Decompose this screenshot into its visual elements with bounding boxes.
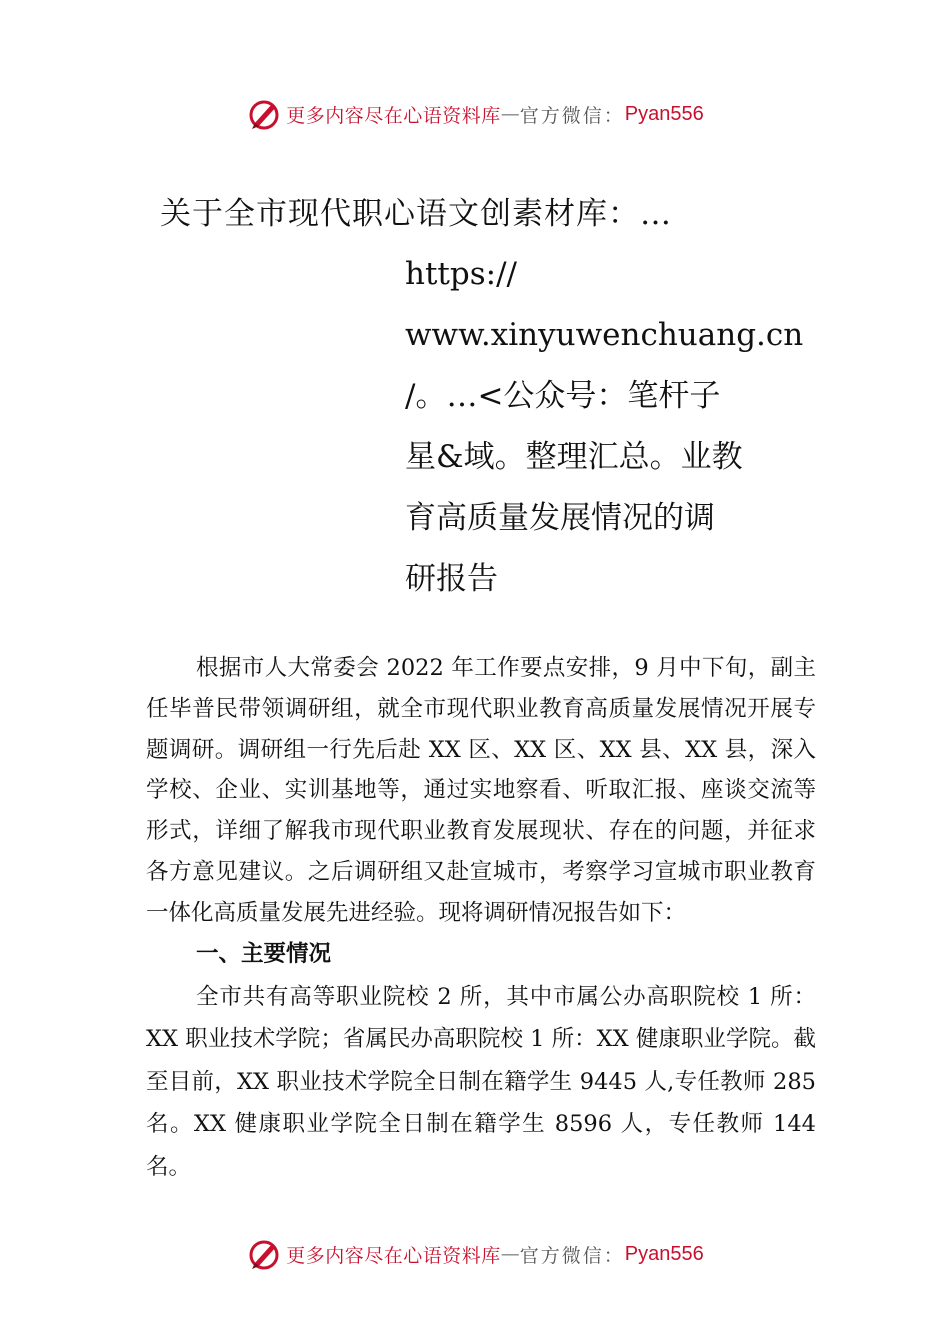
title-line: www.xinyuwenchuang.cn <box>405 317 804 353</box>
body-paragraph: 根据市人大常委会 2022 年工作要点安排，9 月中下旬，副主任毕普民带领调研组，就全市现代职业教育高质量发展情况开展专题调研。调研组一行先后赴 XX 区、XX 区、XX 县、XX 县，深入学校、企业、实训基地等，通过实地察看、听取汇报、座谈交流等形式，详细了解我市现代职业教育发展现状、存在的问题，并征求各方意见建议。之后调研组又赴宣城市，考察学习宣城市职业教育一体化高质量发展先进经验。现将调研情况报告如下： <box>146 655 816 926</box>
banner-wechat-label: 官方微信： <box>519 1244 625 1267</box>
banner-text: 更多内容尽在心语资料库 <box>286 104 501 127</box>
pen-logo-icon <box>246 96 282 132</box>
footer-banner <box>0 1232 950 1276</box>
body-paragraph: 全市共有高等职业院校 2 所，其中市属公办高职院校 1 所：XX 职业技术学院；省属民办高职院校 1 所：XX 健康职业学院。截至目前，XX 职业技术学院全日制在籍学生 9445 人,专任教师 285 名。XX 健康职业学院全日制在籍学生 8596 人，专任教师 144 名。 <box>146 983 816 1180</box>
banner-separator: — <box>500 1243 520 1265</box>
title-line: 星&域。整理汇总。业教 <box>405 439 743 475</box>
title-line: /。…<公众号：笔杆子 <box>405 378 721 414</box>
document-body <box>146 648 816 1188</box>
header-banner <box>0 92 950 136</box>
title-line: 育高质量发展情况的调 <box>405 500 715 536</box>
pen-logo-icon <box>246 1236 282 1272</box>
document-title-line-1: 关于全市现代职心语文创素材库：… <box>160 196 672 232</box>
title-line: https:// <box>405 256 517 292</box>
document-title-continuation <box>405 244 825 610</box>
title-line: 研报告 <box>405 561 498 597</box>
banner-text: 更多内容尽在心语资料库 <box>286 1244 501 1267</box>
banner-wechat-id: Pyan556 <box>624 1242 704 1265</box>
banner-separator: — <box>500 103 520 125</box>
banner-wechat-label: 官方微信： <box>519 104 625 127</box>
section-heading: 一、主要情况 <box>196 940 332 967</box>
banner-wechat-id: Pyan556 <box>624 102 704 125</box>
